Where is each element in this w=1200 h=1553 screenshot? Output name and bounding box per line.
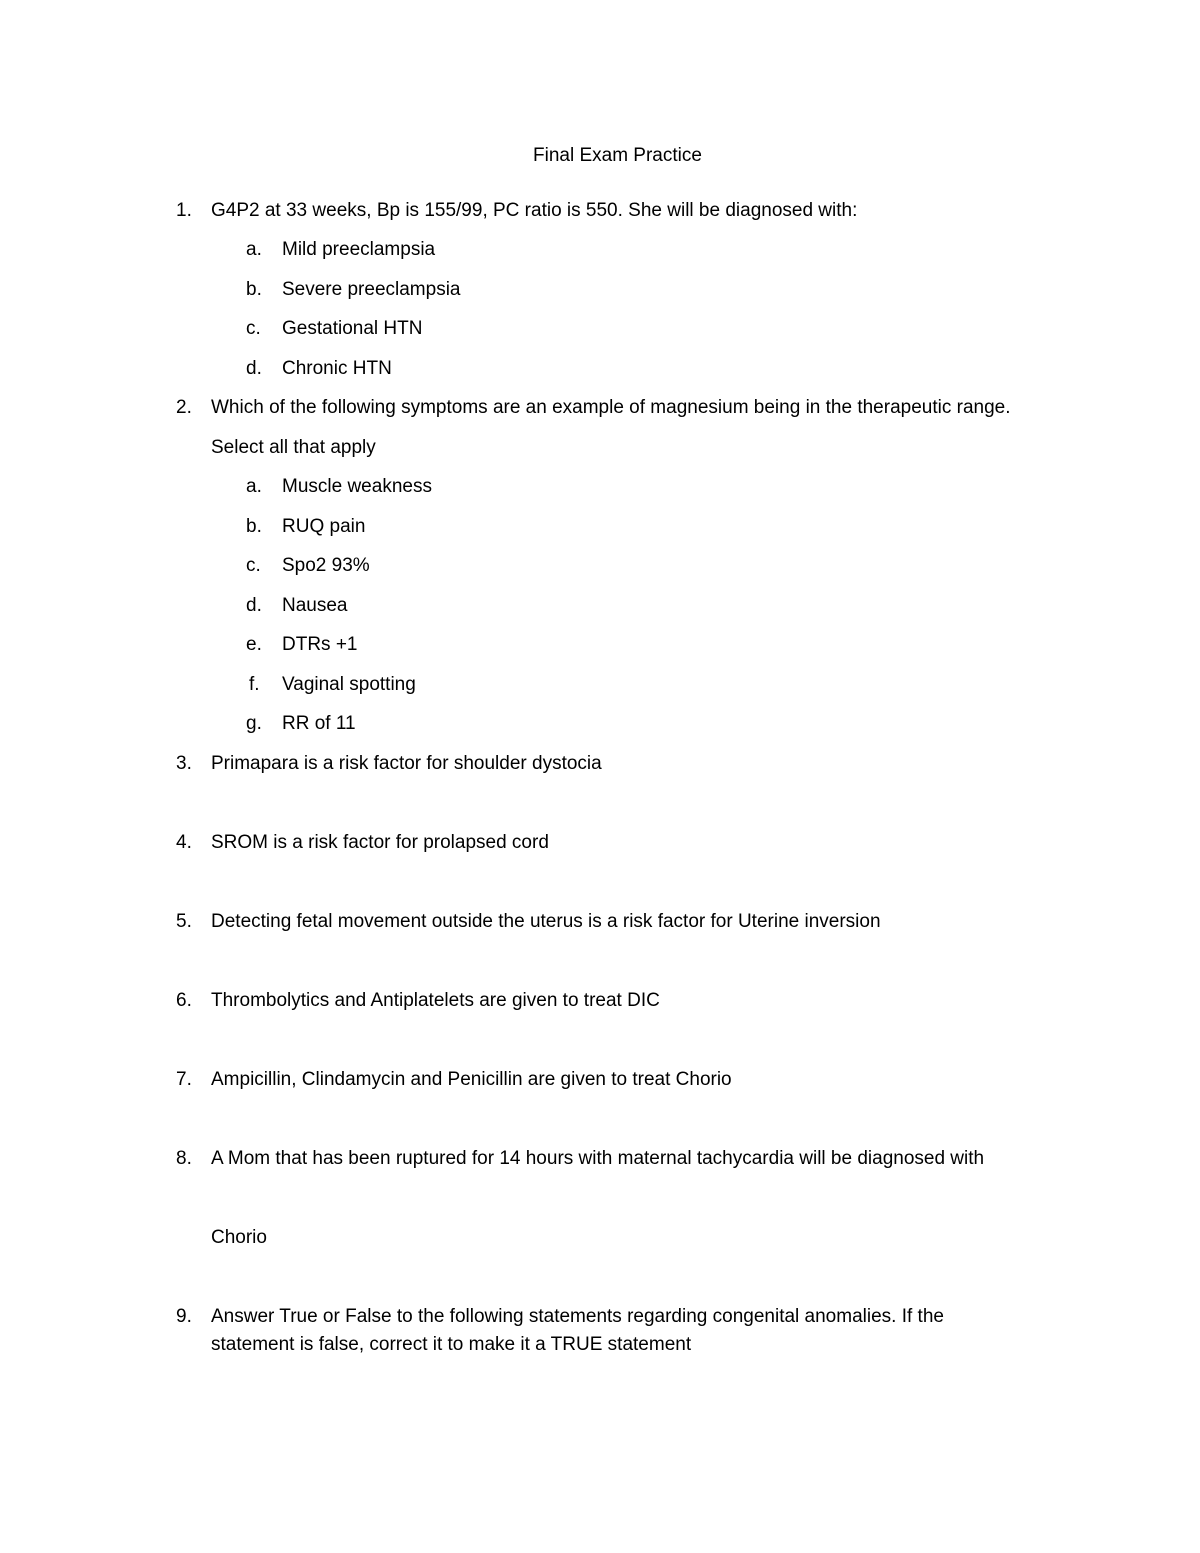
page-title: Final Exam Practice	[533, 145, 702, 166]
question-number: 3.	[176, 753, 192, 774]
question-instruction: Select all that apply	[211, 437, 376, 458]
option-letter: f.	[249, 674, 260, 695]
option-text: Spo2 93%	[282, 555, 370, 576]
option-text: Muscle weakness	[282, 476, 432, 497]
option-letter: b.	[246, 279, 262, 300]
question-text: Answer True or False to the following statements regarding congenital anomalies. If the	[211, 1306, 944, 1327]
option-letter: a.	[246, 239, 262, 260]
option-letter: d.	[246, 595, 262, 616]
question-text: A Mom that has been ruptured for 14 hours with maternal tachycardia will be diagnosed with	[211, 1148, 985, 1169]
option-text: Vaginal spotting	[282, 674, 416, 695]
option-text: Gestational HTN	[282, 318, 423, 339]
question-number: 9.	[176, 1306, 192, 1327]
question-text: Detecting fetal movement outside the uterus is a risk factor for Uterine inversion	[211, 911, 881, 932]
option-letter: b.	[246, 516, 262, 537]
option-text: Nausea	[282, 595, 348, 616]
option-text: DTRs +1	[282, 634, 358, 655]
question-text: G4P2 at 33 weeks, Bp is 155/99, PC ratio is 550. She will be diagnosed with:	[211, 200, 858, 221]
question-number: 2.	[176, 397, 192, 418]
option-letter: e.	[246, 634, 262, 655]
question-text: Which of the following symptoms are an example of magnesium being in the therapeutic range.	[211, 397, 1011, 418]
question-number: 5.	[176, 911, 192, 932]
question-text: Ampicillin, Clindamycin and Penicillin are given to treat Chorio	[211, 1069, 732, 1090]
answer-text: Chorio	[211, 1227, 267, 1248]
option-letter: a.	[246, 476, 262, 497]
option-letter: g.	[246, 713, 262, 734]
option-text: Chronic HTN	[282, 358, 392, 379]
option-text: Mild preeclampsia	[282, 239, 436, 260]
question-text: Primapara is a risk factor for shoulder dystocia	[211, 753, 602, 774]
question-number: 1.	[176, 200, 192, 221]
option-text: RR of 11	[282, 713, 356, 734]
option-letter: c.	[246, 555, 261, 576]
question-text: SROM is a risk factor for prolapsed cord	[211, 832, 549, 853]
option-letter: d.	[246, 358, 262, 379]
question-text-continued: statement is false, correct it to make it a TRUE statement	[211, 1334, 692, 1355]
option-text: RUQ pain	[282, 516, 366, 537]
option-letter: c.	[246, 318, 261, 339]
question-text: Thrombolytics and Antiplatelets are given to treat DIC	[211, 990, 660, 1011]
option-text: Severe preeclampsia	[282, 279, 461, 300]
question-number: 4.	[176, 832, 192, 853]
question-number: 8.	[176, 1148, 192, 1169]
question-number: 6.	[176, 990, 192, 1011]
question-number: 7.	[176, 1069, 192, 1090]
